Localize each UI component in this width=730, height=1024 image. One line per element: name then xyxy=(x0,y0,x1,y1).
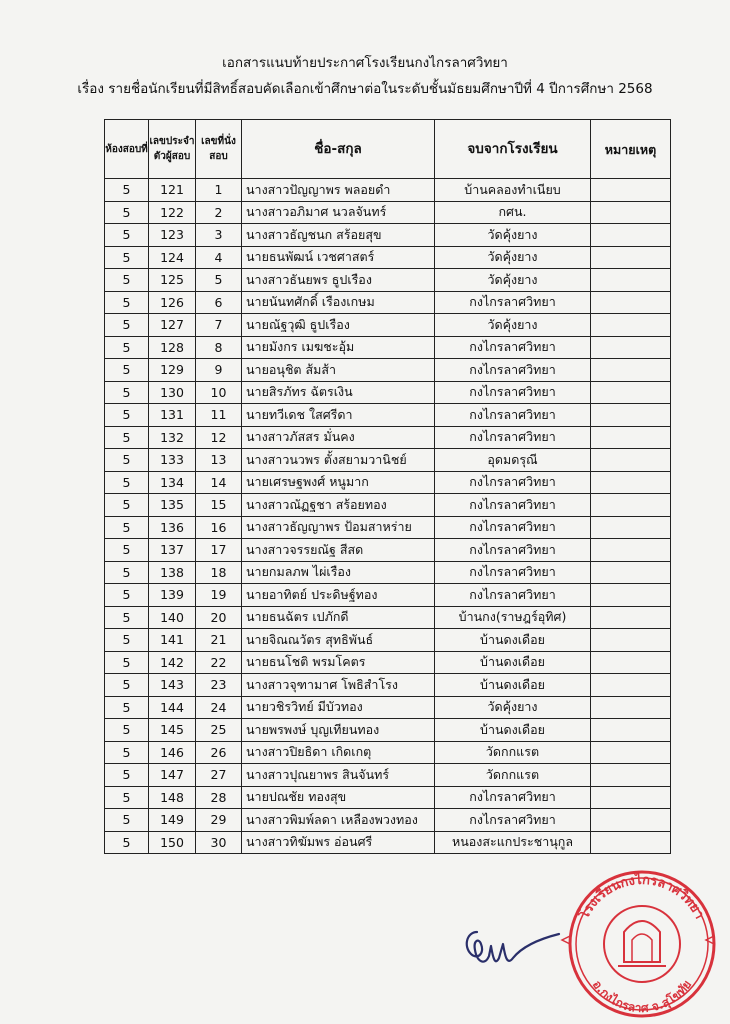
cell-exam-id: 143 xyxy=(149,674,196,697)
cell-note xyxy=(591,201,671,224)
cell-school: วัดคุ้งยาง xyxy=(435,269,591,292)
cell-school: กงไกรลาศวิทยา xyxy=(435,291,591,314)
cell-exam-id: 136 xyxy=(149,516,196,539)
table-row xyxy=(105,629,671,652)
cell-school: บ้านดงเดือย xyxy=(435,674,591,697)
table-row xyxy=(105,269,671,292)
cell-room: 5 xyxy=(105,359,149,382)
cell-exam-id: 150 xyxy=(149,831,196,854)
cell-room: 5 xyxy=(105,651,149,674)
cell-exam-id: 121 xyxy=(149,179,196,202)
cell-room: 5 xyxy=(105,606,149,629)
cell-seat: 13 xyxy=(196,449,242,472)
cell-room: 5 xyxy=(105,584,149,607)
cell-exam-id: 122 xyxy=(149,201,196,224)
cell-room: 5 xyxy=(105,336,149,359)
cell-exam-id: 130 xyxy=(149,381,196,404)
cell-note xyxy=(591,764,671,787)
cell-exam-id: 142 xyxy=(149,651,196,674)
table-row xyxy=(105,741,671,764)
cell-note xyxy=(591,629,671,652)
cell-name: นางสาวธัญชนก สร้อยสุข xyxy=(242,224,435,247)
cell-seat: 7 xyxy=(196,314,242,337)
cell-room: 5 xyxy=(105,764,149,787)
cell-note xyxy=(591,359,671,382)
cell-exam-id: 133 xyxy=(149,449,196,472)
cell-seat: 27 xyxy=(196,764,242,787)
cell-exam-id: 123 xyxy=(149,224,196,247)
table-row xyxy=(105,516,671,539)
cell-name: นายสิรภัทร ฉัตรเงิน xyxy=(242,381,435,404)
cell-note xyxy=(591,404,671,427)
cell-room: 5 xyxy=(105,269,149,292)
cell-room: 5 xyxy=(105,471,149,494)
cell-name: นางสาวพิมพ์ลดา เหลืองพวงทอง xyxy=(242,809,435,832)
cell-school: กงไกรลาศวิทยา xyxy=(435,336,591,359)
cell-name: นายมังกร เมฆชะอุ้ม xyxy=(242,336,435,359)
cell-seat: 14 xyxy=(196,471,242,494)
col-header-seat: เลขที่นั่งสอบ xyxy=(196,120,242,179)
cell-room: 5 xyxy=(105,539,149,562)
cell-seat: 21 xyxy=(196,629,242,652)
cell-exam-id: 138 xyxy=(149,561,196,584)
cell-room: 5 xyxy=(105,246,149,269)
cell-seat: 19 xyxy=(196,584,242,607)
cell-note xyxy=(591,831,671,854)
cell-note xyxy=(591,291,671,314)
table-row xyxy=(105,764,671,787)
table-row xyxy=(105,336,671,359)
table-row xyxy=(105,381,671,404)
cell-school: กงไกรลาศวิทยา xyxy=(435,471,591,494)
table-row xyxy=(105,786,671,809)
cell-room: 5 xyxy=(105,449,149,472)
table-row xyxy=(105,606,671,629)
cell-name: นายนันทศักดิ์ เรืองเกษม xyxy=(242,291,435,314)
cell-seat: 10 xyxy=(196,381,242,404)
cell-room: 5 xyxy=(105,381,149,404)
cell-seat: 24 xyxy=(196,696,242,719)
cell-note xyxy=(591,179,671,202)
cell-note xyxy=(591,336,671,359)
cell-name: นางสาวจรรยณัฐ สีสด xyxy=(242,539,435,562)
cell-name: นายธนพัฒน์ เวชศาสตร์ xyxy=(242,246,435,269)
col-header-school: จบจากโรงเรียน xyxy=(435,120,591,179)
cell-exam-id: 141 xyxy=(149,629,196,652)
cell-note xyxy=(591,381,671,404)
cell-exam-id: 125 xyxy=(149,269,196,292)
cell-note xyxy=(591,269,671,292)
cell-school: กงไกรลาศวิทยา xyxy=(435,381,591,404)
cell-name: นายกมลภพ ไผ่เรือง xyxy=(242,561,435,584)
cell-seat: 3 xyxy=(196,224,242,247)
cell-school: กงไกรลาศวิทยา xyxy=(435,516,591,539)
cell-seat: 28 xyxy=(196,786,242,809)
cell-seat: 26 xyxy=(196,741,242,764)
cell-note xyxy=(591,539,671,562)
cell-name: นายอาทิตย์ ประดิษฐ์ทอง xyxy=(242,584,435,607)
cell-room: 5 xyxy=(105,831,149,854)
col-header-name: ชื่อ-สกุล xyxy=(242,120,435,179)
cell-note xyxy=(591,516,671,539)
table-row xyxy=(105,561,671,584)
cell-name: นายพรพงษ์ บุญเทียนทอง xyxy=(242,719,435,742)
cell-school: บ้านดงเดือย xyxy=(435,719,591,742)
cell-seat: 5 xyxy=(196,269,242,292)
cell-exam-id: 126 xyxy=(149,291,196,314)
cell-note xyxy=(591,494,671,517)
table-row xyxy=(105,179,671,202)
cell-note xyxy=(591,561,671,584)
cell-school: อุดมดรุณี xyxy=(435,449,591,472)
cell-seat: 12 xyxy=(196,426,242,449)
cell-exam-id: 129 xyxy=(149,359,196,382)
cell-room: 5 xyxy=(105,696,149,719)
cell-room: 5 xyxy=(105,291,149,314)
table-row xyxy=(105,201,671,224)
cell-name: นางสาวปิยธิดา เกิดเกตุ xyxy=(242,741,435,764)
cell-school: บ้านกง(ราษฎร์อุทิศ) xyxy=(435,606,591,629)
cell-note xyxy=(591,741,671,764)
cell-school: กงไกรลาศวิทยา xyxy=(435,809,591,832)
cell-seat: 29 xyxy=(196,809,242,832)
cell-seat: 4 xyxy=(196,246,242,269)
cell-note xyxy=(591,224,671,247)
cell-name: นางสาวณัฏฐชา สร้อยทอง xyxy=(242,494,435,517)
cell-school: กงไกรลาศวิทยา xyxy=(435,786,591,809)
table-row xyxy=(105,404,671,427)
cell-name: นายวชิรวิทย์ มีบัวทอง xyxy=(242,696,435,719)
cell-exam-id: 135 xyxy=(149,494,196,517)
cell-school: กงไกรลาศวิทยา xyxy=(435,404,591,427)
cell-seat: 2 xyxy=(196,201,242,224)
stamp-text-bottom: อ.กงไกรลาศ จ.สุโขทัย xyxy=(589,977,695,1016)
cell-school: วัดคุ้งยาง xyxy=(435,246,591,269)
cell-seat: 22 xyxy=(196,651,242,674)
cell-seat: 17 xyxy=(196,539,242,562)
cell-school: วัดคุ้งยาง xyxy=(435,696,591,719)
cell-exam-id: 140 xyxy=(149,606,196,629)
cell-name: นางสาวอภิมาศ นวลจันทร์ xyxy=(242,201,435,224)
cell-name: นางสาวปัญญาพร พลอยดำ xyxy=(242,179,435,202)
cell-room: 5 xyxy=(105,224,149,247)
cell-room: 5 xyxy=(105,201,149,224)
student-roster-table xyxy=(104,119,671,854)
cell-exam-id: 134 xyxy=(149,471,196,494)
cell-note xyxy=(591,449,671,472)
cell-note xyxy=(591,696,671,719)
table-row xyxy=(105,494,671,517)
cell-exam-id: 148 xyxy=(149,786,196,809)
table-row xyxy=(105,359,671,382)
cell-exam-id: 128 xyxy=(149,336,196,359)
cell-room: 5 xyxy=(105,404,149,427)
cell-seat: 20 xyxy=(196,606,242,629)
table-row xyxy=(105,809,671,832)
table-row xyxy=(105,224,671,247)
table-row xyxy=(105,471,671,494)
signature xyxy=(455,910,565,980)
cell-name: นางสาวธันยพร ธูปเรือง xyxy=(242,269,435,292)
cell-name: นายณัฐวุฒิ ธูปเรือง xyxy=(242,314,435,337)
cell-exam-id: 132 xyxy=(149,426,196,449)
cell-seat: 9 xyxy=(196,359,242,382)
cell-seat: 30 xyxy=(196,831,242,854)
cell-school: กงไกรลาศวิทยา xyxy=(435,561,591,584)
cell-seat: 23 xyxy=(196,674,242,697)
cell-room: 5 xyxy=(105,426,149,449)
table-row xyxy=(105,539,671,562)
cell-name: นางสาวนวพร ตั้งสยามวานิชย์ xyxy=(242,449,435,472)
table-row xyxy=(105,674,671,697)
cell-exam-id: 137 xyxy=(149,539,196,562)
table-row xyxy=(105,696,671,719)
cell-exam-id: 127 xyxy=(149,314,196,337)
cell-seat: 15 xyxy=(196,494,242,517)
cell-name: นางสาวภัสสร มั่นคง xyxy=(242,426,435,449)
cell-note xyxy=(591,246,671,269)
cell-name: นางสาวทิฆัมพร อ่อนศรี xyxy=(242,831,435,854)
table-row xyxy=(105,291,671,314)
cell-note xyxy=(591,471,671,494)
cell-school: หนองสะแกประชานุกูล xyxy=(435,831,591,854)
svg-text:อ.กงไกรลาศ จ.สุโขทัย xyxy=(590,978,694,1015)
table-row xyxy=(105,719,671,742)
cell-exam-id: 146 xyxy=(149,741,196,764)
cell-name: นางสาวจุฑามาศ โพธิสำโรง xyxy=(242,674,435,697)
cell-note xyxy=(591,719,671,742)
table-row xyxy=(105,651,671,674)
cell-exam-id: 144 xyxy=(149,696,196,719)
cell-note xyxy=(591,314,671,337)
cell-room: 5 xyxy=(105,809,149,832)
cell-seat: 6 xyxy=(196,291,242,314)
cell-seat: 25 xyxy=(196,719,242,742)
cell-seat: 16 xyxy=(196,516,242,539)
table-body xyxy=(105,179,671,854)
col-header-note: หมายเหตุ xyxy=(591,120,671,179)
cell-school: กศน. xyxy=(435,201,591,224)
header-line-1: เอกสารแนบท้ายประกาศโรงเรียนกงไกรลาศวิทยา xyxy=(222,55,508,71)
cell-school: บ้านดงเดือย xyxy=(435,629,591,652)
cell-name: นายปณชัย ทองสุข xyxy=(242,786,435,809)
table-row xyxy=(105,246,671,269)
school-seal-stamp xyxy=(560,862,718,1024)
cell-school: กงไกรลาศวิทยา xyxy=(435,584,591,607)
cell-note xyxy=(591,786,671,809)
cell-school: กงไกรลาศวิทยา xyxy=(435,494,591,517)
cell-name: นายธนฉัตร เปภักดี xyxy=(242,606,435,629)
table-row xyxy=(105,831,671,854)
cell-name: นายอนุชิต ส้มส้า xyxy=(242,359,435,382)
cell-seat: 1 xyxy=(196,179,242,202)
cell-room: 5 xyxy=(105,494,149,517)
cell-room: 5 xyxy=(105,719,149,742)
cell-room: 5 xyxy=(105,629,149,652)
cell-school: วัดกกแรต xyxy=(435,741,591,764)
cell-note xyxy=(591,426,671,449)
cell-exam-id: 147 xyxy=(149,764,196,787)
cell-room: 5 xyxy=(105,674,149,697)
header-line-2: เรื่อง รายชื่อนักเรียนที่มีสิทธิ์สอบคัดเลือกเข้าศึกษาต่อในระดับชั้นมัธยมศึกษาปีที่ 4 ปีการศึกษา 2568 xyxy=(77,81,653,97)
table-row xyxy=(105,426,671,449)
cell-seat: 11 xyxy=(196,404,242,427)
cell-exam-id: 124 xyxy=(149,246,196,269)
cell-room: 5 xyxy=(105,786,149,809)
cell-note xyxy=(591,584,671,607)
cell-exam-id: 145 xyxy=(149,719,196,742)
cell-name: นางสาวธัญญาพร ป้อมสาหร่าย xyxy=(242,516,435,539)
cell-school: วัดคุ้งยาง xyxy=(435,314,591,337)
cell-exam-id: 131 xyxy=(149,404,196,427)
cell-room: 5 xyxy=(105,516,149,539)
cell-school: บ้านคลองทำเนียบ xyxy=(435,179,591,202)
cell-name: นายจิณณวัตร สุทธิพันธ์ xyxy=(242,629,435,652)
col-header-room: ห้องสอบที่ xyxy=(105,120,149,179)
cell-school: กงไกรลาศวิทยา xyxy=(435,539,591,562)
table-row xyxy=(105,449,671,472)
cell-seat: 8 xyxy=(196,336,242,359)
document-header xyxy=(0,50,730,102)
cell-school: กงไกรลาศวิทยา xyxy=(435,359,591,382)
cell-exam-id: 149 xyxy=(149,809,196,832)
stamp-text-top: โรงเรียนกงไกรลาศวิทยา xyxy=(577,872,707,922)
cell-school: วัดคุ้งยาง xyxy=(435,224,591,247)
cell-name: นางสาวปุณยาพร สินจันทร์ xyxy=(242,764,435,787)
cell-seat: 18 xyxy=(196,561,242,584)
cell-note xyxy=(591,809,671,832)
cell-note xyxy=(591,606,671,629)
cell-room: 5 xyxy=(105,314,149,337)
table-row xyxy=(105,584,671,607)
table-header-row xyxy=(105,120,671,179)
cell-name: นายทวีเดช ใสศรีดา xyxy=(242,404,435,427)
cell-note xyxy=(591,651,671,674)
cell-school: บ้านดงเดือย xyxy=(435,651,591,674)
cell-name: นายธนโชติ พรมโคตร xyxy=(242,651,435,674)
cell-name: นายเศรษฐพงศ์ หนูมาก xyxy=(242,471,435,494)
cell-exam-id: 139 xyxy=(149,584,196,607)
cell-room: 5 xyxy=(105,741,149,764)
cell-room: 5 xyxy=(105,561,149,584)
cell-school: กงไกรลาศวิทยา xyxy=(435,426,591,449)
cell-room: 5 xyxy=(105,179,149,202)
cell-school: วัดกกแรต xyxy=(435,764,591,787)
cell-note xyxy=(591,674,671,697)
col-header-id: เลขประจำตัวผู้สอบ xyxy=(149,120,196,179)
table-row xyxy=(105,314,671,337)
